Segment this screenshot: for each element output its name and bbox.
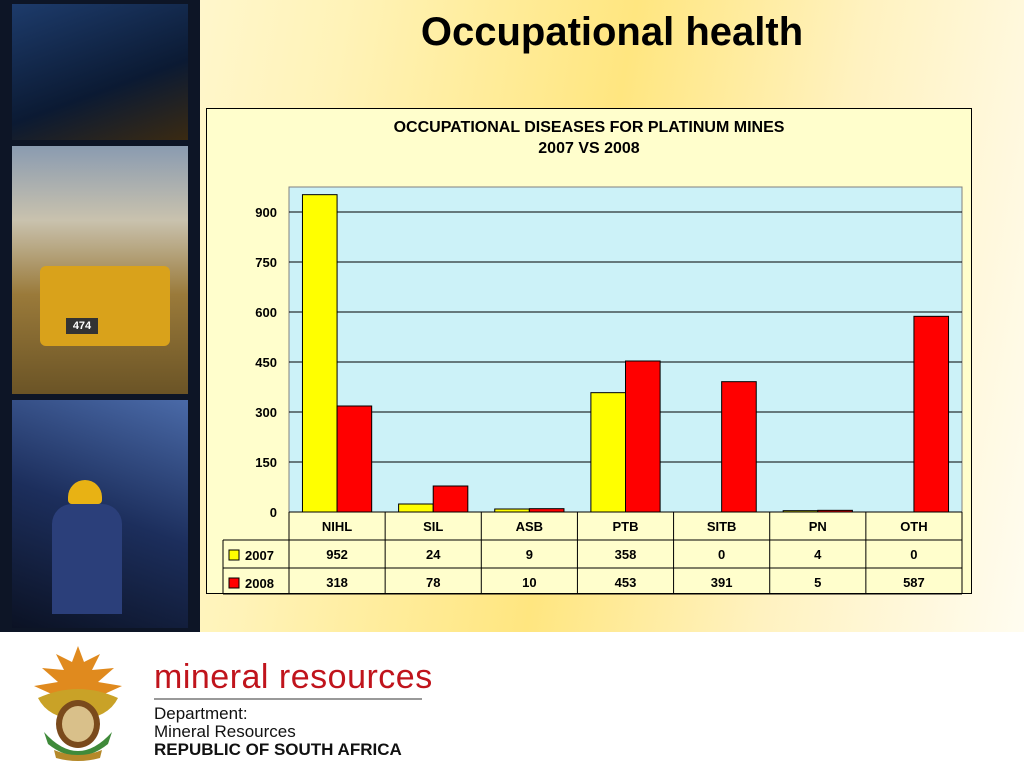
data-label: 0 [910,547,918,562]
x-tick-label: PTB [612,519,639,534]
chart-title: OCCUPATIONAL DISEASES FOR PLATINUM MINES [393,119,785,136]
y-tick-label: 600 [255,305,277,320]
data-label: 5 [814,575,822,590]
y-tick-label: 450 [255,355,277,370]
legend-key-2007 [229,550,239,560]
bar-2007-SIL [399,504,434,512]
data-label: 10 [522,575,537,590]
data-label: 358 [614,547,637,562]
bar-2008-SIL [433,486,468,512]
data-label: 9 [525,547,533,562]
bar-2007-PTB [591,393,626,512]
y-tick-label: 750 [255,255,277,270]
truck-body [40,266,170,346]
bar-2008-OTH [914,316,949,512]
chart-panel [206,108,972,594]
bar-chart [207,109,973,595]
data-label: 24 [425,547,441,562]
x-tick-label: SITB [706,519,737,534]
x-tick-label: ASB [515,519,544,534]
y-tick-label: 150 [255,455,277,470]
legend-label-2007: 2007 [245,548,274,563]
legend-label-2008: 2008 [245,576,274,591]
bar-2008-SITB [722,382,757,512]
data-label: 78 [425,575,441,590]
hard-hat-icon [68,480,102,504]
miner-photo [12,400,188,628]
data-label: 0 [718,547,726,562]
y-tick-label: 0 [269,505,277,520]
x-tick-label: PN [808,519,827,534]
worker-photo [12,4,188,140]
org-country: REPUBLIC OF SOUTH AFRICA [154,740,402,759]
x-tick-label: NIHL [321,519,353,534]
x-tick-label: OTH [900,519,928,534]
data-label: 318 [326,575,348,590]
org-divider [154,698,422,700]
bar-2008-NIHL [337,406,372,512]
y-tick-label: 900 [255,205,277,220]
org-department: Department: [154,704,248,723]
bar-2008-PTB [626,361,661,512]
y-tick-label: 300 [255,405,277,420]
x-tick-label: SIL [423,519,444,534]
org-name: mineral resources [154,658,433,696]
footer [0,632,1024,768]
truck-number: 474 [66,318,98,334]
data-label: 453 [614,575,637,590]
data-label: 952 [326,547,348,562]
legend-key-2008 [229,578,239,588]
slide-title: Occupational health [420,10,804,54]
miner-figure [52,504,122,614]
mining-truck-photo [12,146,188,394]
bar-2007-NIHL [302,195,337,512]
coat-of-arms-logo [24,640,132,764]
data-label: 391 [710,575,733,590]
org-ministry: Mineral Resources [154,722,296,741]
chart-subtitle: 2007 VS 2008 [538,140,640,157]
photo-strip [0,0,200,632]
data-label: 587 [903,575,925,590]
data-label: 4 [814,547,822,562]
